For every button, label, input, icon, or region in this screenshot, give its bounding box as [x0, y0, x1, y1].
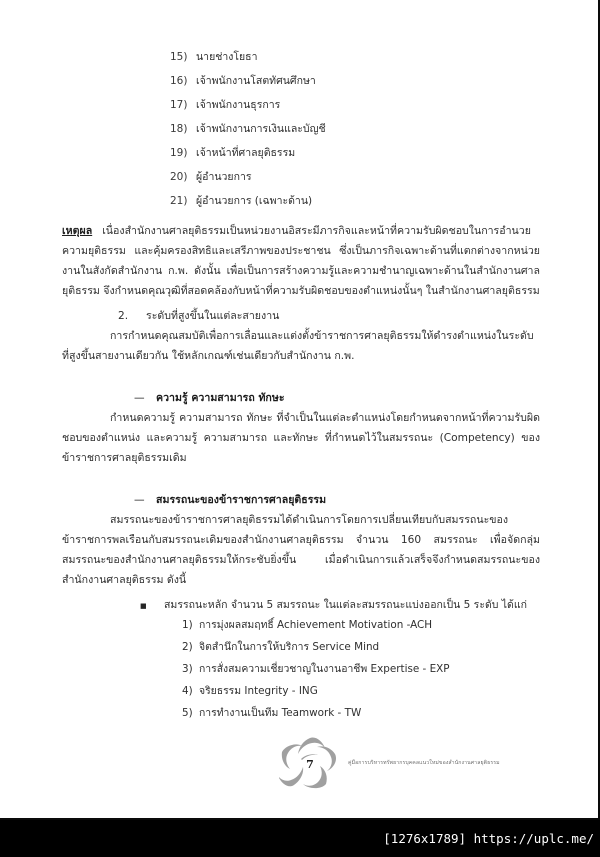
- list-item-label: เจ้าพนักงานธุรการ: [196, 99, 281, 111]
- reason-label: เหตุผล: [62, 225, 93, 237]
- list-item-number: 20): [170, 171, 188, 183]
- list-item-number: 16): [170, 75, 188, 87]
- list-item-number: 5): [182, 707, 193, 719]
- list-item: [62, 704, 540, 726]
- list-item: [62, 616, 540, 638]
- competency-heading-label: สมรรถนะของข้าราชการศาลยุติธรรม: [156, 494, 327, 506]
- section-2-number: 2.: [118, 310, 129, 322]
- list-item: [62, 48, 540, 72]
- competency-item-list: [62, 616, 540, 726]
- footer-note: คู่มือการบริหารทรัพยากรบุคคลแนวใหม่ของสำนักงานศาลยุติธรรม: [348, 760, 500, 766]
- list-item-number: 15): [170, 51, 188, 63]
- list-item-label: จริยธรรม Integrity - ING: [199, 685, 318, 697]
- position-roster-list: [62, 48, 540, 216]
- list-item-number: 3): [182, 663, 193, 675]
- list-item: [62, 72, 540, 96]
- page-footer: [0, 726, 600, 806]
- list-item: [62, 120, 540, 144]
- list-item-number: 17): [170, 99, 188, 111]
- list-item-number: 1): [182, 619, 193, 631]
- square-bullet-icon: ■: [140, 602, 147, 610]
- page-number: 7: [306, 758, 314, 771]
- core-competency-line: [62, 595, 540, 616]
- attribution-bar: [0, 820, 600, 857]
- attribution-text: [1276x1789] https://uplc.me/: [383, 831, 594, 846]
- list-item-number: 18): [170, 123, 188, 135]
- list-item-number: 19): [170, 147, 188, 159]
- list-item-number: 21): [170, 195, 188, 207]
- list-item-label: การสั่งสมความเชี่ยวชาญในงานอาชีพ Expertise - EXP: [199, 663, 450, 675]
- competency-heading: [62, 490, 540, 510]
- list-item: [62, 638, 540, 660]
- list-item-label: ผู้อำนวยการ (เฉพาะด้าน): [196, 195, 313, 207]
- knowledge-heading: [62, 388, 540, 408]
- competency-body: สมรรถนะของข้าราชการศาลยุติธรรมได้ดำเนินการโดยการเปลี่ยนเทียบกับสมรรถนะของข้าราชการพลเรือนกับสมรรถนะเดิมของสำนักงานศาลยุติธรรม จำนวน 160 สมรรถนะ เพื่อจัดกลุ่มสมรรถนะของสำนักงานศาลยุติธรรมให้กระชับยิ่งขึ้น เมื่อดำเนินการแล้วเสร็จจึงกำหนดสมรรถนะของสำนักงานศาลยุติธรรม ดังนี้: [62, 514, 540, 586]
- dash-icon: —: [134, 392, 145, 404]
- list-item-number: 2): [182, 641, 193, 653]
- list-item: [62, 168, 540, 192]
- list-item: [62, 682, 540, 704]
- list-item-label: การทำงานเป็นทีม Teamwork - TW: [199, 707, 362, 719]
- list-item: [62, 660, 540, 682]
- dash-icon: —: [134, 494, 145, 506]
- list-item: [62, 96, 540, 120]
- reason-paragraph: [62, 221, 540, 301]
- section-2-body: การกำหนดคุณสมบัติเพื่อการเลื่อนและแต่งตั้งข้าราชการศาลยุติธรรมให้ดำรงตำแหน่งในระดับที่สูงขึ้นสายงานเดียวกัน ใช้หลักเกณฑ์เช่นเดียวกับสำนักงาน ก.พ.: [62, 330, 534, 362]
- list-item-label: ผู้อำนวยการ: [196, 171, 252, 183]
- section-2-title: ระดับที่สูงขึ้นในแต่ละสายงาน: [146, 310, 280, 322]
- list-item-label: เจ้าพนักงานโสตทัศนศึกษา: [196, 75, 316, 87]
- list-item-label: นายช่างโยธา: [196, 51, 258, 63]
- page-content: [62, 48, 540, 726]
- list-item: [62, 192, 540, 216]
- list-item-label: เจ้าหน้าที่ศาลยุติธรรม: [196, 147, 296, 159]
- list-item-label: การมุ่งผลสมฤทธิ์ Achievement Motivation -ACH: [199, 619, 433, 631]
- list-item-label: เจ้าพนักงานการเงินและบัญชี: [196, 123, 326, 135]
- knowledge-body: กำหนดความรู้ ความสามารถ ทักษะ ที่จำเป็นในแต่ละตำแหน่งโดยกำหนดจากหน้าที่ความรับผิดชอบของตำแหน่ง และความรู้ ความสามารถ และทักษะ ที่กำหนดไว้ในสมรรถนะ (Competency) ของข้าราชการศาลยุติธรรมเดิม: [62, 412, 540, 464]
- list-item-label: จิตสำนึกในการให้บริการ Service Mind: [199, 641, 380, 653]
- section-2-heading: [62, 306, 540, 326]
- core-competency-label: สมรรถนะหลัก จำนวน 5 สมรรถนะ ในแต่ละสมรรถนะแบ่งออกเป็น 5 ระดับ ได้แก่: [164, 599, 528, 611]
- list-item-number: 4): [182, 685, 193, 697]
- list-item: [62, 144, 540, 168]
- reason-text: เนื่องสำนักงานศาลยุติธรรมเป็นหน่วยงานอิสระมีภารกิจและหน้าที่ความรับผิดชอบในการอำนวยความยุติธรรม และคุ้มครองสิทธิและเสรีภาพของประชาชน ซึ่งเป็นภารกิจเฉพาะด้านที่แตกต่างจากหน่วยงานในสังกัดสำนักงาน ก.พ. ดังนั้น เพื่อเป็นการสร้างความรู้และความชำนาญเฉพาะด้านในสำนักงานศาลยุติธรรม จึงกำหนดคุณวุฒิที่สอดคล้องกับหน้าที่ความรับผิดชอบของตำแหน่งนั้นๆ ในสำนักงานศาลยุติธรรม: [62, 225, 540, 297]
- knowledge-heading-label: ความรู้ ความสามารถ ทักษะ: [156, 392, 285, 404]
